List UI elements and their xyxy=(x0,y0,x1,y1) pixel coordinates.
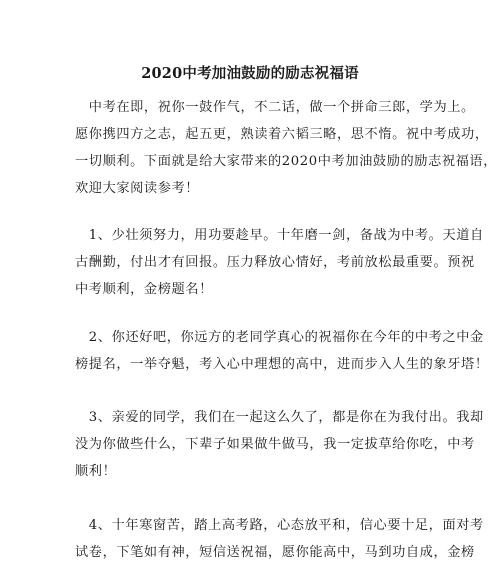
paragraph-line: 欢迎大家阅读参考！ xyxy=(75,181,200,196)
paragraph-line: 试卷，下笔如有神，短信送祝福，愿你能高中，马到功自成，金榜 xyxy=(75,545,475,560)
paragraph-line: 顺利！ xyxy=(75,464,117,479)
paragraph-line: 没为你做些什么，下辈子如果做牛做马，我一定拔草给你吃，中考 xyxy=(75,437,475,452)
paragraph-line: 一切顺利。下面就是给大家带来的2020中考加油鼓励的励志祝福语， xyxy=(75,154,498,169)
paragraph-line: 4、十年寒窗苦，踏上高考路，心态放平和，信心要十足，面对考 xyxy=(75,518,484,533)
paragraph-line: 3、亲爱的同学，我们在一起这么久了，都是你在为我付出。我却 xyxy=(75,410,484,425)
paragraph-line: 1、少壮须努力，用功要趁早。十年磨一剑，备战为中考。天道自 xyxy=(75,228,484,243)
document-title: 2020中考加油鼓励的励志祝福语 xyxy=(141,65,359,82)
paragraph-line: 愿你携四方之志，起五更，熟读着六韬三略，思不惰。祝中考成功， xyxy=(75,127,489,142)
paragraph-line: 中考顺利，金榜题名！ xyxy=(75,282,213,297)
paragraph-line: 古酬勤，付出才有回报。压力释放心情好，考前放松最重要。预祝 xyxy=(75,255,475,270)
paragraph-line: 榜提名，一举夺魁，考入心中理想的高中，进而步入人生的象牙塔！ xyxy=(75,357,489,372)
paragraph-line: 中考在即，祝你一鼓作气，不二话，做一个拼命三郎，学为上。 xyxy=(75,100,475,115)
paragraph-line: 2、你还好吧，你远方的老同学真心的祝福你在今年的中考之中金 xyxy=(75,330,484,345)
